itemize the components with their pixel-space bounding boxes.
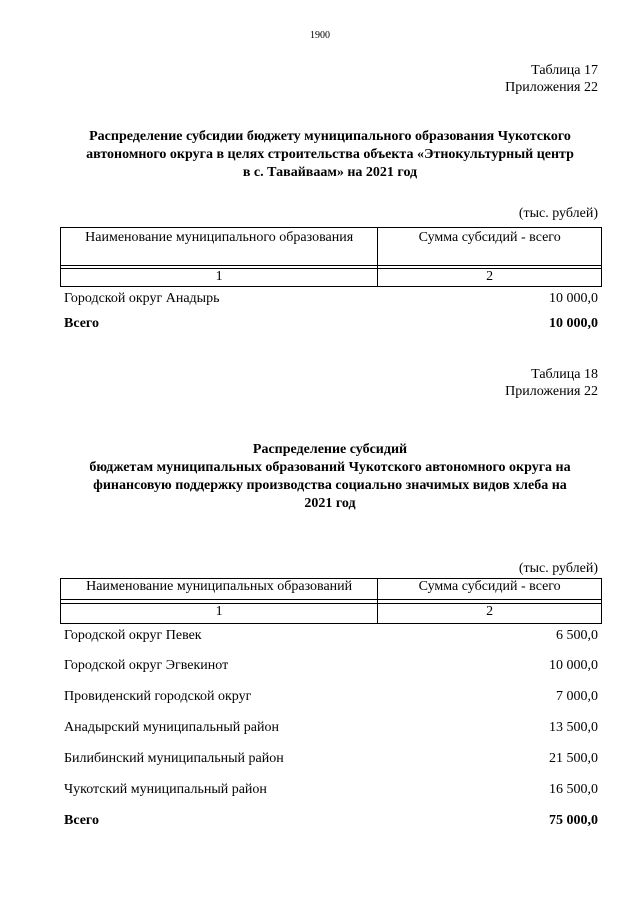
row-value: 16 500,0 [549, 782, 598, 797]
table17-title-line: в с. Тавайваам» на 2021 год [242, 165, 418, 180]
row-value: 7 000,0 [556, 689, 598, 704]
table17-col-header-sum: Сумма субсидий - всего [378, 228, 602, 266]
table18-ref-appendix: Приложения 22 [505, 384, 598, 399]
table18-title-line: Распределение субсидий [252, 442, 408, 457]
table18-header [60, 578, 602, 624]
table18-col-number: 1 [61, 604, 378, 624]
table17-title [60, 128, 600, 182]
total-value: 10 000,0 [549, 316, 598, 331]
table17-ref-table: Таблица 17 [531, 63, 598, 78]
total-label: Всего [64, 316, 99, 331]
page-number: 1900 [310, 30, 330, 41]
total-label: Всего [64, 813, 99, 828]
table18-title [60, 441, 600, 513]
row-name: Анадырский муниципальный район [64, 720, 279, 735]
row-value: 13 500,0 [549, 720, 598, 735]
table17-header [60, 227, 602, 287]
table17-ref-appendix: Приложения 22 [505, 80, 598, 95]
table17-col-number: 1 [61, 269, 378, 287]
table18-col-header-sum: Сумма субсидий - всего [378, 579, 602, 600]
table17-reference [505, 62, 598, 96]
table17-unit: (тыс. рублей) [518, 206, 598, 221]
row-value: 6 500,0 [556, 628, 598, 643]
table17-title-line: Распределение субсидии бюджету муниципального образования Чукотского [89, 129, 571, 144]
row-name: Чукотский муниципальный район [64, 782, 267, 797]
table18-col-header-name: Наименование муниципальных образований [61, 579, 378, 600]
table18-title-line: 2021 год [304, 496, 356, 511]
table17-col-number: 2 [378, 269, 602, 287]
row-value: 10 000,0 [549, 658, 598, 673]
row-value: 21 500,0 [549, 751, 598, 766]
table17-title-line: автономного округа в целях строительства объекта «Этнокультурный центр [86, 147, 574, 162]
table18-unit: (тыс. рублей) [518, 561, 598, 576]
table17-col-header-name: Наименование муниципального образования [61, 228, 378, 266]
table18-ref-table: Таблица 18 [531, 367, 598, 382]
table18-col-number: 2 [378, 604, 602, 624]
row-name: Билибинский муниципальный район [64, 751, 284, 766]
total-value: 75 000,0 [549, 813, 598, 828]
row-name: Городской округ Анадырь [64, 291, 220, 306]
row-value: 10 000,0 [549, 291, 598, 306]
row-name: Городской округ Эгвекинот [64, 658, 229, 673]
table18-reference [505, 366, 598, 400]
row-name: Провиденский городской округ [64, 689, 252, 704]
row-name: Городской округ Певек [64, 628, 202, 643]
table18-title-line: бюджетам муниципальных образований Чукотского автономного округа на [89, 460, 571, 475]
table18-title-line: финансовую поддержку производства социально значимых видов хлеба на [93, 478, 567, 493]
